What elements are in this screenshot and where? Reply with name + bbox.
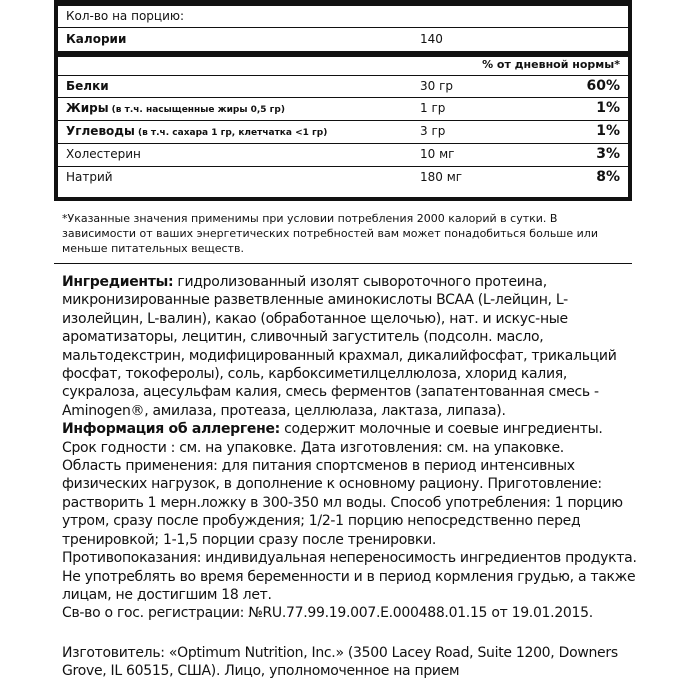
registration-certificate: Св-во о гос. регистрации: №RU.77.99.19.007.E.000488.01.15 от 19.01.2015. <box>62 605 593 622</box>
ingredients-paragraph <box>62 273 642 420</box>
allergen-title: Информация об аллергене: <box>62 421 280 438</box>
allergen-paragraph <box>62 420 642 438</box>
manufacturer-info: Изготовитель: «Optimum Nutrition, Inc.» (3500 Lacey Road, Suite 1200, Downers Grove, IL 60515, США). Лицо, уполномоченное на прием <box>62 644 618 680</box>
facts-rule <box>58 75 628 76</box>
spacer <box>62 623 642 644</box>
dv-header: % от дневной нормы* <box>482 58 620 71</box>
ingredients-title: Ингредиенты: <box>62 274 174 290</box>
facts-top-bar <box>58 0 628 6</box>
nutrient-dv: 60% <box>586 78 620 94</box>
nutrient-amount: 180 мг <box>420 170 463 184</box>
daily-value-footnote: *Указанные значения применимы при условии потребления 2000 калорий в сутки. В зависимости от ваших энергетических потребностей вам может понадобиться больше или меньше питательных веществ. <box>62 212 598 255</box>
nutrient-label: Натрий <box>66 170 113 184</box>
calories-label: Калории <box>66 32 127 46</box>
nutrient-label: Холестерин <box>66 147 141 161</box>
shelf-life: Срок годности : см. на упаковке. Дата изготовления: см. на упаковке. <box>62 439 564 456</box>
facts-rule <box>58 97 628 98</box>
nutrient-note: (в т.ч. насыщенные жиры 0,5 гр) <box>108 105 285 115</box>
nutrient-amount: 1 гр <box>420 101 446 115</box>
nutrient-amount: 30 гр <box>420 79 454 93</box>
product-description <box>62 273 642 681</box>
nutrient-label: Жиры <box>66 101 109 115</box>
serving-label: Кол-во на порцию: <box>66 9 185 23</box>
nutrient-dv: 3% <box>596 146 620 162</box>
section-divider <box>54 263 632 264</box>
facts-rule <box>58 120 628 121</box>
nutrition-facts-panel <box>54 0 632 201</box>
nutrient-amount: 3 гр <box>420 124 446 138</box>
nutrient-label: Углеводы <box>66 124 135 138</box>
nutrient-dv: 8% <box>596 169 620 185</box>
nutrient-note: (в т.ч. сахара 1 гр, клетчатка <1 гр) <box>134 128 328 138</box>
usage-instructions: Область применения: для питания спортсменов в период интенсивных физических нагрузок, в дополнение к основному рациону. Приготовление: растворить 1 мерн.ложку в 300-350 мл воды. Способ употребления: 1 порцию утром, сразу после пробуждения; 1/2-1 порцию непосредственно перед тренировкой; 1-1,5 порции сразу после тренировки. <box>62 458 623 548</box>
facts-rule <box>58 27 628 28</box>
calories-value: 140 <box>420 32 443 46</box>
nutrient-dv: 1% <box>596 100 620 116</box>
ingredients-text: гидролизованный изолят сывороточного протеина, микронизированные разветвленные аминокислоты BCAA (L-лейцин, L-изолейцин, L-валин), какао (обработанное щелочью), нат. и искус-ные ароматизаторы, лецитин, сливочный загуститель (подсолн. масло, мальтодекстрин, модифицированный крахмал, дикалийфосфат, трикальций фосфат, токоферолы), соль, карбоксиметилцеллюлоза, хлорид калия, сукралоза, ацесульфам калия, смесь ферментов (запатентованная смесь - Aminogen®, амилаза, протеаза, целлюлаза, лактаза, липаза). <box>62 274 617 419</box>
contraindications: Противопоказания: индивидуальная непереносимость ингредиентов продукта. Не употреблять во время беременности и в период кормления грудью, а также лицам, не достигшим 18 лет. <box>62 550 637 603</box>
nutrient-dv: 1% <box>596 123 620 139</box>
facts-rule <box>58 143 628 144</box>
nutrient-amount: 10 мг <box>420 147 455 161</box>
allergen-text: содержит молочные и соевые ингредиенты. <box>279 421 603 438</box>
nutrient-label: Белки <box>66 79 109 93</box>
facts-rule <box>58 166 628 167</box>
